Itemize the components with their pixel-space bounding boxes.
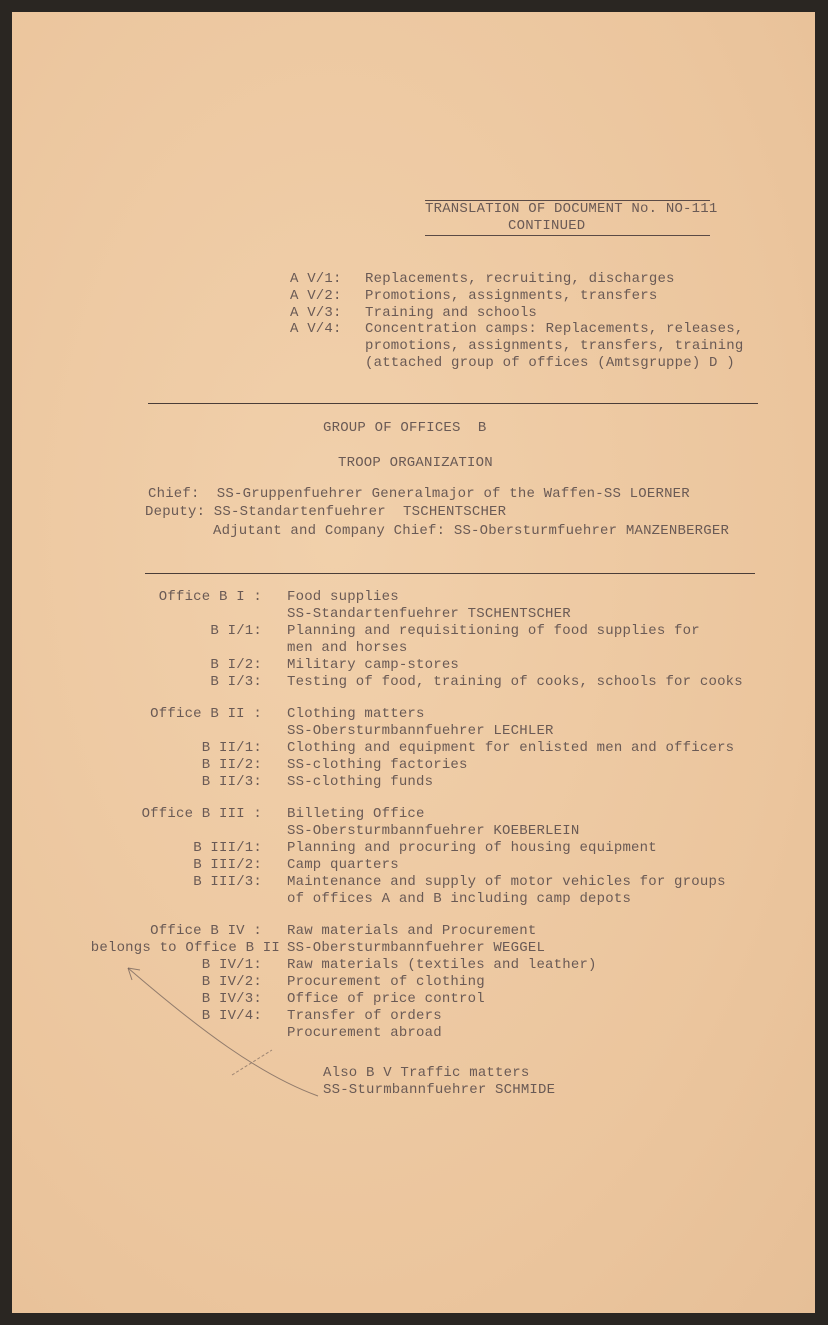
office-description: SS-Obersturmbannfuehrer KOEBERLEIN [287,823,580,839]
group-subtitle: TROOP ORGANIZATION [338,455,493,471]
office-description: Planning and requisitioning of food supplies for [287,623,700,639]
office-label: belongs to Office B II [90,940,280,956]
av-item-text: Concentration camps: Replacements, releases, [365,321,744,338]
office-label: B I/3: [210,674,262,690]
office-label: B IV/2: [201,974,262,990]
office-label: Office B III : [141,806,262,822]
office-description: Billeting Office [287,806,425,822]
office-description: Transfer of orders [287,1008,442,1024]
office-description: Office of price control [287,991,485,1007]
office-label: Office B IV : [150,923,262,939]
office-description: Camp quarters [287,857,399,873]
office-description: Testing of food, training of cooks, schools for cooks [287,674,743,690]
av-item-label: A V/2: [290,287,342,304]
office-label: B I/2: [210,657,262,673]
office-description: men and horses [287,640,408,656]
av-item-text: promotions, assignments, transfers, training [365,338,744,355]
office-description: Procurement of clothing [287,974,485,990]
adjutant-line: Adjutant and Company Chief: SS-Obersturmfuehrer MANZENBERGER [213,523,730,539]
office-description: Raw materials (textiles and leather) [287,957,597,973]
office-label: B II/1: [201,740,262,756]
deputy-line: Deputy: SS-Standartenfuehrer TSCHENTSCHER [145,504,507,520]
office-label: B III/3: [193,874,262,890]
office-label: B IV/1: [201,957,262,973]
office-label: B III/2: [193,857,262,873]
office-description: Raw materials and Procurement [287,923,537,939]
office-label: B II/3: [201,774,262,790]
office-label: Office B II : [150,706,262,722]
av-item-text: Promotions, assignments, transfers [365,287,658,304]
office-label: B I/1: [210,623,262,639]
footer-line-1: Also B V Traffic matters [323,1065,530,1081]
document-subtitle: CONTINUED [508,218,586,234]
office-label: B IV/3: [201,991,262,1007]
office-description: SS-clothing factories [287,757,468,773]
office-description: SS-Obersturmbannfuehrer WEGGEL [287,940,546,956]
office-description: Military camp-stores [287,657,460,673]
office-description: SS-Obersturmbannfuehrer LECHLER [287,723,554,739]
office-label: B III/1: [193,840,262,856]
group-title: GROUP OF OFFICES B [323,420,487,436]
av-item-text: Training and schools [365,304,538,321]
office-description: SS-Standartenfuehrer TSCHENTSCHER [287,606,571,622]
office-label: B IV/4: [201,1008,262,1024]
office-description: Maintenance and supply of motor vehicles for groups [287,874,726,890]
av-item-text: Replacements, recruiting, discharges [365,271,675,287]
av-item-label: A V/3: [290,304,342,321]
office-description: Clothing matters [287,706,425,722]
document-title: TRANSLATION OF DOCUMENT No. NO-111 [425,201,718,217]
av-item-text: (attached group of offices (Amtsgruppe) D ) [365,355,735,371]
av-item-label: A V/4: [290,321,342,338]
av-item-label: A V/1: [290,271,342,287]
office-description: SS-clothing funds [287,774,434,790]
office-description: of offices A and B including camp depots [287,891,632,907]
office-description: Clothing and equipment for enlisted men and officers [287,740,735,756]
office-description: Food supplies [287,589,399,605]
chief-line: Chief: SS-Gruppenfuehrer Generalmajor of the Waffen-SS LOERNER [148,486,690,502]
office-description: Procurement abroad [287,1025,442,1041]
office-description: Planning and procuring of housing equipment [287,840,657,856]
footer-line-2: SS-Sturmbannfuehrer SCHMIDE [323,1082,556,1098]
office-label: Office B I : [158,589,262,605]
office-label: B II/2: [201,757,262,773]
